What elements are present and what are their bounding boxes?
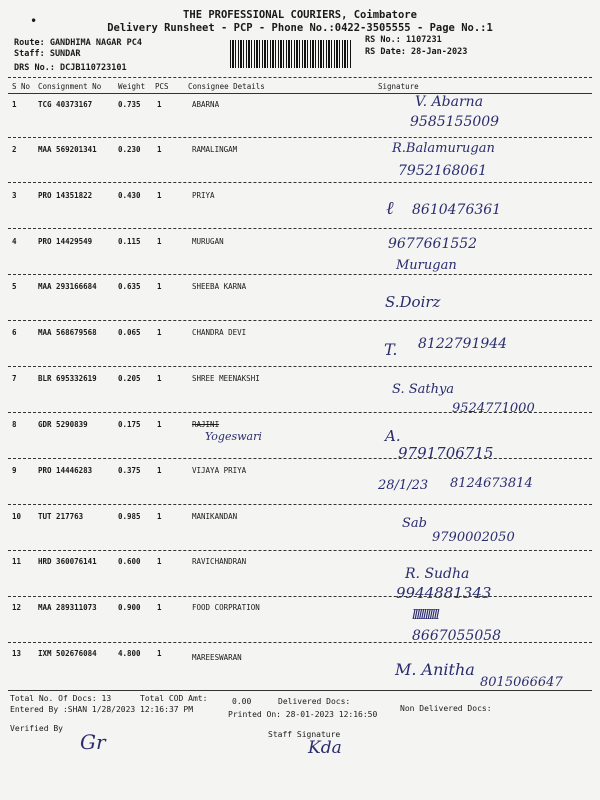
barcode-image — [230, 40, 352, 68]
col-consignment: Consignment No — [38, 82, 102, 91]
drs-number: DRS No.: DCJB110723101 — [14, 63, 127, 73]
verified-by-signature: Gr — [80, 730, 106, 754]
row-10-phone: 9790002050 — [432, 530, 515, 545]
bullet-mark: • — [30, 14, 38, 28]
row-9-pcs: 1 — [157, 466, 162, 475]
row-7-sno: 7 — [12, 374, 17, 383]
row-4-consignment: PRO 14429549 — [38, 237, 93, 246]
row-2-sno: 2 — [12, 145, 17, 154]
row-3-consignment: PRO 14351822 — [38, 191, 93, 200]
col-pcs: PCS — [155, 82, 169, 91]
row-3-initials: ℓ — [386, 198, 394, 219]
col-weight: Weight — [118, 82, 146, 91]
row-1-weight: 0.735 — [118, 100, 141, 109]
non-delivered-docs: Non Delivered Docs: — [400, 704, 492, 713]
row-1-sno: 1 — [12, 100, 17, 109]
row-divider — [8, 550, 592, 551]
row-1-consignment: TCG 40373167 — [38, 100, 93, 109]
row-8-consignment: GDR 5290839 — [38, 420, 88, 429]
row-6-initials: T. — [384, 340, 398, 359]
row-divider — [8, 458, 592, 459]
row-11-consignment: HRD 360076141 — [38, 557, 97, 566]
row-2-phone: 7952168061 — [398, 163, 488, 179]
row-12-scribble: llllllllllll — [412, 608, 438, 623]
row-4-name: Murugan — [396, 258, 457, 273]
total-cod-label: Total COD Amt: — [140, 694, 208, 703]
row-8-pcs: 1 — [157, 420, 162, 429]
row-6-consignee: CHANDRA DEVI — [192, 328, 247, 337]
row-9-date: 28/1/23 — [378, 478, 429, 493]
row-7-consignment: BLR 695332619 — [38, 374, 97, 383]
row-3-pcs: 1 — [157, 191, 162, 200]
total-cod-value: 0.00 — [232, 697, 252, 706]
total-docs: Total No. Of Docs: 13 — [10, 694, 112, 703]
row-8-note: Yogeswari — [205, 430, 262, 443]
row-5-signature: S.Doirz — [385, 293, 441, 311]
row-5-consignee: SHEEBA KARNA — [192, 282, 247, 291]
row-9-consignee: VIJAYA PRIYA — [192, 466, 247, 475]
row-12-pcs: 1 — [157, 603, 162, 612]
entered-by: Entered By :SHAN 1/28/2023 12:16:37 PM — [10, 705, 194, 714]
row-10-consignee: MANIKANDAN — [192, 512, 238, 521]
row-3-weight: 0.430 — [118, 191, 141, 200]
col-signature: Signature — [378, 82, 419, 91]
row-4-sno: 4 — [12, 237, 17, 246]
row-2-weight: 0.230 — [118, 145, 141, 154]
row-13-weight: 4.800 — [118, 649, 141, 658]
row-11-sno: 11 — [12, 557, 22, 566]
row-11-consignee: RAVICHANDRAN — [192, 557, 247, 566]
rs-date: RS Date: 28-Jan-2023 — [365, 47, 468, 57]
row-6-sno: 6 — [12, 328, 17, 337]
row-3-consignee: PRIYA — [192, 191, 215, 200]
row-10-pcs: 1 — [157, 512, 162, 521]
staff-signature-label: Staff Signature — [268, 730, 341, 739]
verified-by-label: Verified By — [10, 724, 63, 733]
route-label: Route: GANDHIMA NAGAR PC4 — [14, 38, 142, 48]
row-7-signature: S. Sathya — [392, 382, 455, 397]
row-8-weight: 0.175 — [118, 420, 141, 429]
row-divider — [8, 228, 592, 229]
row-1-signature: V. Abarna — [415, 94, 484, 110]
row-7-pcs: 1 — [157, 374, 162, 383]
row-7-weight: 0.205 — [118, 374, 141, 383]
row-1-consignee: ABARNA — [192, 100, 220, 109]
row-9-consignment: PRO 14446283 — [38, 466, 93, 475]
row-4-weight: 0.115 — [118, 237, 141, 246]
row-11-signature: R. Sudha — [405, 566, 470, 582]
row-divider — [8, 137, 592, 138]
row-divider — [8, 274, 592, 275]
company-title: THE PROFESSIONAL COURIERS, Coimbatore — [183, 9, 417, 21]
row-13-consignment: IXM 502676084 — [38, 649, 97, 658]
row-5-pcs: 1 — [157, 282, 162, 291]
row-4-pcs: 1 — [157, 237, 162, 246]
row-divider — [8, 320, 592, 321]
row-13-phone: 8015066647 — [480, 675, 563, 690]
row-6-signature: 8122791944 — [418, 336, 508, 352]
row-12-phone: 8667055058 — [412, 628, 502, 644]
row-13-pcs: 1 — [157, 649, 162, 658]
row-2-signature: R.Balamurugan — [392, 141, 495, 156]
row-9-sno: 9 — [12, 466, 17, 475]
delivered-docs: Delivered Docs: — [278, 697, 351, 706]
staff-label: Staff: SUNDAR — [14, 49, 81, 59]
row-7-consignee: SHREE MEENAKSHI — [192, 374, 260, 383]
row-4-signature: 9677661552 — [388, 236, 478, 252]
staff-signature-mark: Kda — [308, 738, 342, 758]
row-8-consignee: RAJINI — [192, 420, 220, 429]
row-10-initials: Sab — [402, 516, 427, 531]
row-1-phone: 9585155009 — [410, 114, 500, 130]
row-10-consignment: TUT 217763 — [38, 512, 84, 521]
row-12-consignee: FOOD CORPRATION — [192, 603, 260, 612]
row-13-sno: 13 — [12, 649, 22, 658]
row-3-signature: 8610476361 — [412, 202, 502, 218]
row-7-phone: 9524771000 — [452, 401, 535, 416]
row-6-consignment: MAA 568679568 — [38, 328, 97, 337]
col-consignee-details: Consignee Details — [188, 82, 265, 91]
row-6-weight: 0.065 — [118, 328, 141, 337]
printed-on: Printed On: 28-01-2023 12:16:50 — [228, 710, 378, 719]
row-divider — [8, 504, 592, 505]
row-divider — [8, 366, 592, 367]
row-4-consignee: MURUGAN — [192, 237, 224, 246]
header-rule-bottom — [8, 93, 592, 94]
row-11-pcs: 1 — [157, 557, 162, 566]
row-5-consignment: MAA 293166684 — [38, 282, 97, 291]
row-6-pcs: 1 — [157, 328, 162, 337]
row-10-sno: 10 — [12, 512, 22, 521]
row-9-weight: 0.375 — [118, 466, 141, 475]
row-11-weight: 0.600 — [118, 557, 141, 566]
row-8-signature: 9791706715 — [398, 444, 494, 462]
row-2-consignee: RAMALINGAM — [192, 145, 238, 154]
row-13-signature: M. Anitha — [395, 660, 475, 679]
row-divider — [8, 642, 592, 643]
row-divider — [8, 412, 592, 413]
row-2-pcs: 1 — [157, 145, 162, 154]
row-3-sno: 3 — [12, 191, 17, 200]
row-12-consignment: MAA 289311073 — [38, 603, 97, 612]
row-11-phone: 9944881343 — [396, 584, 492, 602]
row-5-weight: 0.635 — [118, 282, 141, 291]
row-13-consignee: MAREESWARAN — [192, 653, 242, 662]
row-divider — [8, 182, 592, 183]
row-8-initials: A. — [385, 427, 401, 445]
col-sno: S No — [12, 82, 31, 91]
row-9-phone: 8124673814 — [450, 476, 533, 491]
row-2-consignment: MAA 569201341 — [38, 145, 97, 154]
row-12-weight: 0.900 — [118, 603, 141, 612]
row-10-weight: 0.985 — [118, 512, 141, 521]
table-bottom-rule — [8, 690, 592, 691]
rs-number: RS No.: 1107231 — [365, 35, 442, 45]
row-8-sno: 8 — [12, 420, 17, 429]
header-rule-top — [8, 77, 592, 78]
row-5-sno: 5 — [12, 282, 17, 291]
runsheet-subtitle: Delivery Runsheet - PCP - Phone No.:0422-3505555 - Page No.:1 — [107, 22, 493, 34]
row-1-pcs: 1 — [157, 100, 162, 109]
row-12-sno: 12 — [12, 603, 22, 612]
row-divider — [8, 596, 592, 597]
